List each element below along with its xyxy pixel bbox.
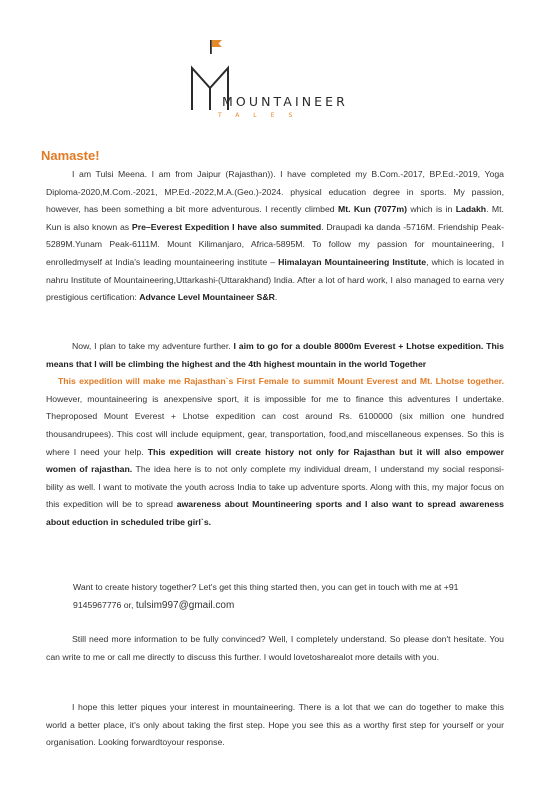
paragraph-contact: Want to create history together? Let's get this thing started then, you can get in touch with me at +91 9145967776 or, tulsim997@gmail.com: [73, 582, 459, 611]
logo-wordmark: MOUNTAINEER: [222, 94, 348, 109]
highlight-first-female: This expedition will make me Rajasthan`s First Female to summit Mount Everest and Mt. Lhotse together.: [58, 376, 504, 387]
logo-tagline: TALES: [218, 112, 307, 119]
paragraph-closing: I hope this letter piques your interest in mountaineering. There is a lot that we can do together to make this world a better place, it's only about taking the first step. Hope you see this as a worthy first step for yourself or your organisation. Looking forwardtoyour response.: [46, 702, 504, 748]
greeting: Namaste!: [41, 148, 100, 163]
paragraph-intro: I am Tulsi Meena. I am from Jaipur (Rajasthan)). I have completed my B.Com.-2017, BP.Ed.-2019, Yoga Diploma-2020,M.Com.-2021, MP.Ed.-2022,M.A.(Geo.)-2024. physical education degree in sports. My passion, however, has been something a bit more adventurous. I recently climbed Mt. Kun (7077m) which is in Ladakh. Mt. Kun is also known as Pre–Everest Expedition I have also summited. Draupadi ka danda -5716M. Friendship Peak-5289M.Yunam Peak-6111M. Mount Kilimanjaro, Africa-5895M. To follow my passion for mountaineering, I enrolledmyself at India's leading mountaineering institute – Himalayan Mountaineering Institute, which is located in nahru Institute of Mountaineering,Uttarkashi-(Uttarakhand) India. After a lot of hard work, I also managed to earna very prestigious certification: Advance Level Mountaineer S&R.: [46, 169, 504, 303]
flag-icon: [212, 40, 222, 47]
paragraph-expedition: Now, I plan to take my adventure further. I aim to go for a double 8000m Everest + Lhotse expedition. This means that I will be climbing the highest and the 4th highest mountain in the world Together This expedition will make me Rajasthan`s First Female to summit Mount Everest and Mt. Lhotse together. However, mountaineering is anexpensive sport, it is impossible for me to finance this adventures I undertake. Theproposed Mount Everest + Lhotse expedition can cost around Rs. 6100000 (six million one hundred thousandrupees). This cost will include equipment, gear, transportation, food,and miscellaneous expenses. So this is where I need your help. This expedition will create history not only for Rajasthan but it will also empower women of rajasthan. The idea here is to not only complete my individual dream, I understand my social responsi- bility as well. I want to motivate the youth across India to take up adventure sports. Along with this, my major focus on this expedition will be to spread awareness about Mountineering sports and I also want to spread awareness about eduction in scheduled tribe girl`s.: [46, 341, 504, 527]
email-link[interactable]: tulsim997@gmail.com: [135, 599, 235, 611]
mountaineer-tales-logo: [190, 40, 390, 122]
paragraph-more-info: Still need more information to be fully convinced? Well, I completely understand. So please don't hesitate. You can write to me or call me directly to discuss this further. I would lovetosharealot more details with you.: [46, 634, 504, 662]
flag-pole: [210, 40, 212, 54]
